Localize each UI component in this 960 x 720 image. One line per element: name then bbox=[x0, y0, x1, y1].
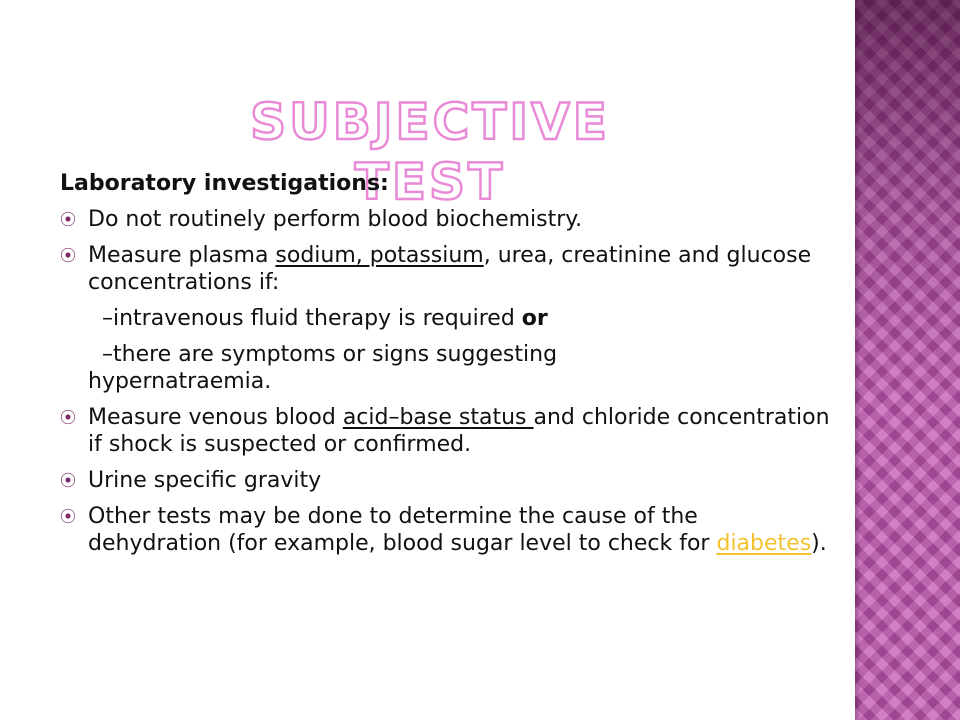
bullet-item-5 bbox=[60, 503, 830, 557]
slide-body bbox=[60, 170, 830, 566]
underlined-text: acid–base status bbox=[342, 405, 534, 430]
section-heading: Laboratory investigations: bbox=[60, 171, 389, 196]
sub-item-continuation: hypernatraemia. bbox=[88, 369, 272, 394]
slide-title: SUBJECTIVE TEST bbox=[250, 93, 610, 211]
bullet-text: Do not routinely perform blood biochemistry. bbox=[88, 207, 583, 232]
circled-dot-bullet-icon: ⦿ bbox=[60, 507, 77, 526]
bullet-text-pre: Measure venous blood bbox=[88, 405, 343, 430]
sub-item-bold: or bbox=[521, 306, 548, 331]
sub-item-text: –there are symptoms or signs suggesting bbox=[102, 342, 558, 367]
bullet-text: Urine specific gravity bbox=[88, 468, 322, 493]
bullet-item-4 bbox=[60, 467, 830, 494]
bullet-item-2 bbox=[60, 242, 830, 296]
circled-dot-bullet-icon: ⦿ bbox=[60, 246, 77, 265]
sub-item-text: –intravenous fluid therapy is required bbox=[102, 306, 522, 331]
circled-dot-bullet-icon: ⦿ bbox=[60, 408, 77, 427]
sub-item-2 bbox=[60, 341, 830, 395]
bullet-text-post: , urea, creatinine and glucose concentrations if: bbox=[88, 243, 812, 295]
circled-dot-bullet-icon: ⦿ bbox=[60, 210, 77, 229]
bullet-text-pre: Measure plasma bbox=[88, 243, 276, 268]
bullet-text-pre: Other tests may be done to determine the cause of the dehydration (for example, blood sugar level to check for bbox=[88, 504, 717, 556]
bullet-text-post: and chloride concentration if shock is suspected or confirmed. bbox=[88, 405, 830, 457]
underlined-text: sodium, potassium bbox=[275, 243, 484, 268]
bullet-item-3 bbox=[60, 404, 830, 458]
decorative-side-panel bbox=[855, 0, 960, 720]
sub-item-1 bbox=[60, 305, 830, 332]
bullet-item-1 bbox=[60, 206, 830, 233]
diabetes-link[interactable]: diabetes bbox=[716, 531, 812, 556]
side-panel-shadow bbox=[855, 0, 861, 720]
bullet-text-post: ). bbox=[811, 531, 827, 556]
circled-dot-bullet-icon: ⦿ bbox=[60, 471, 77, 490]
